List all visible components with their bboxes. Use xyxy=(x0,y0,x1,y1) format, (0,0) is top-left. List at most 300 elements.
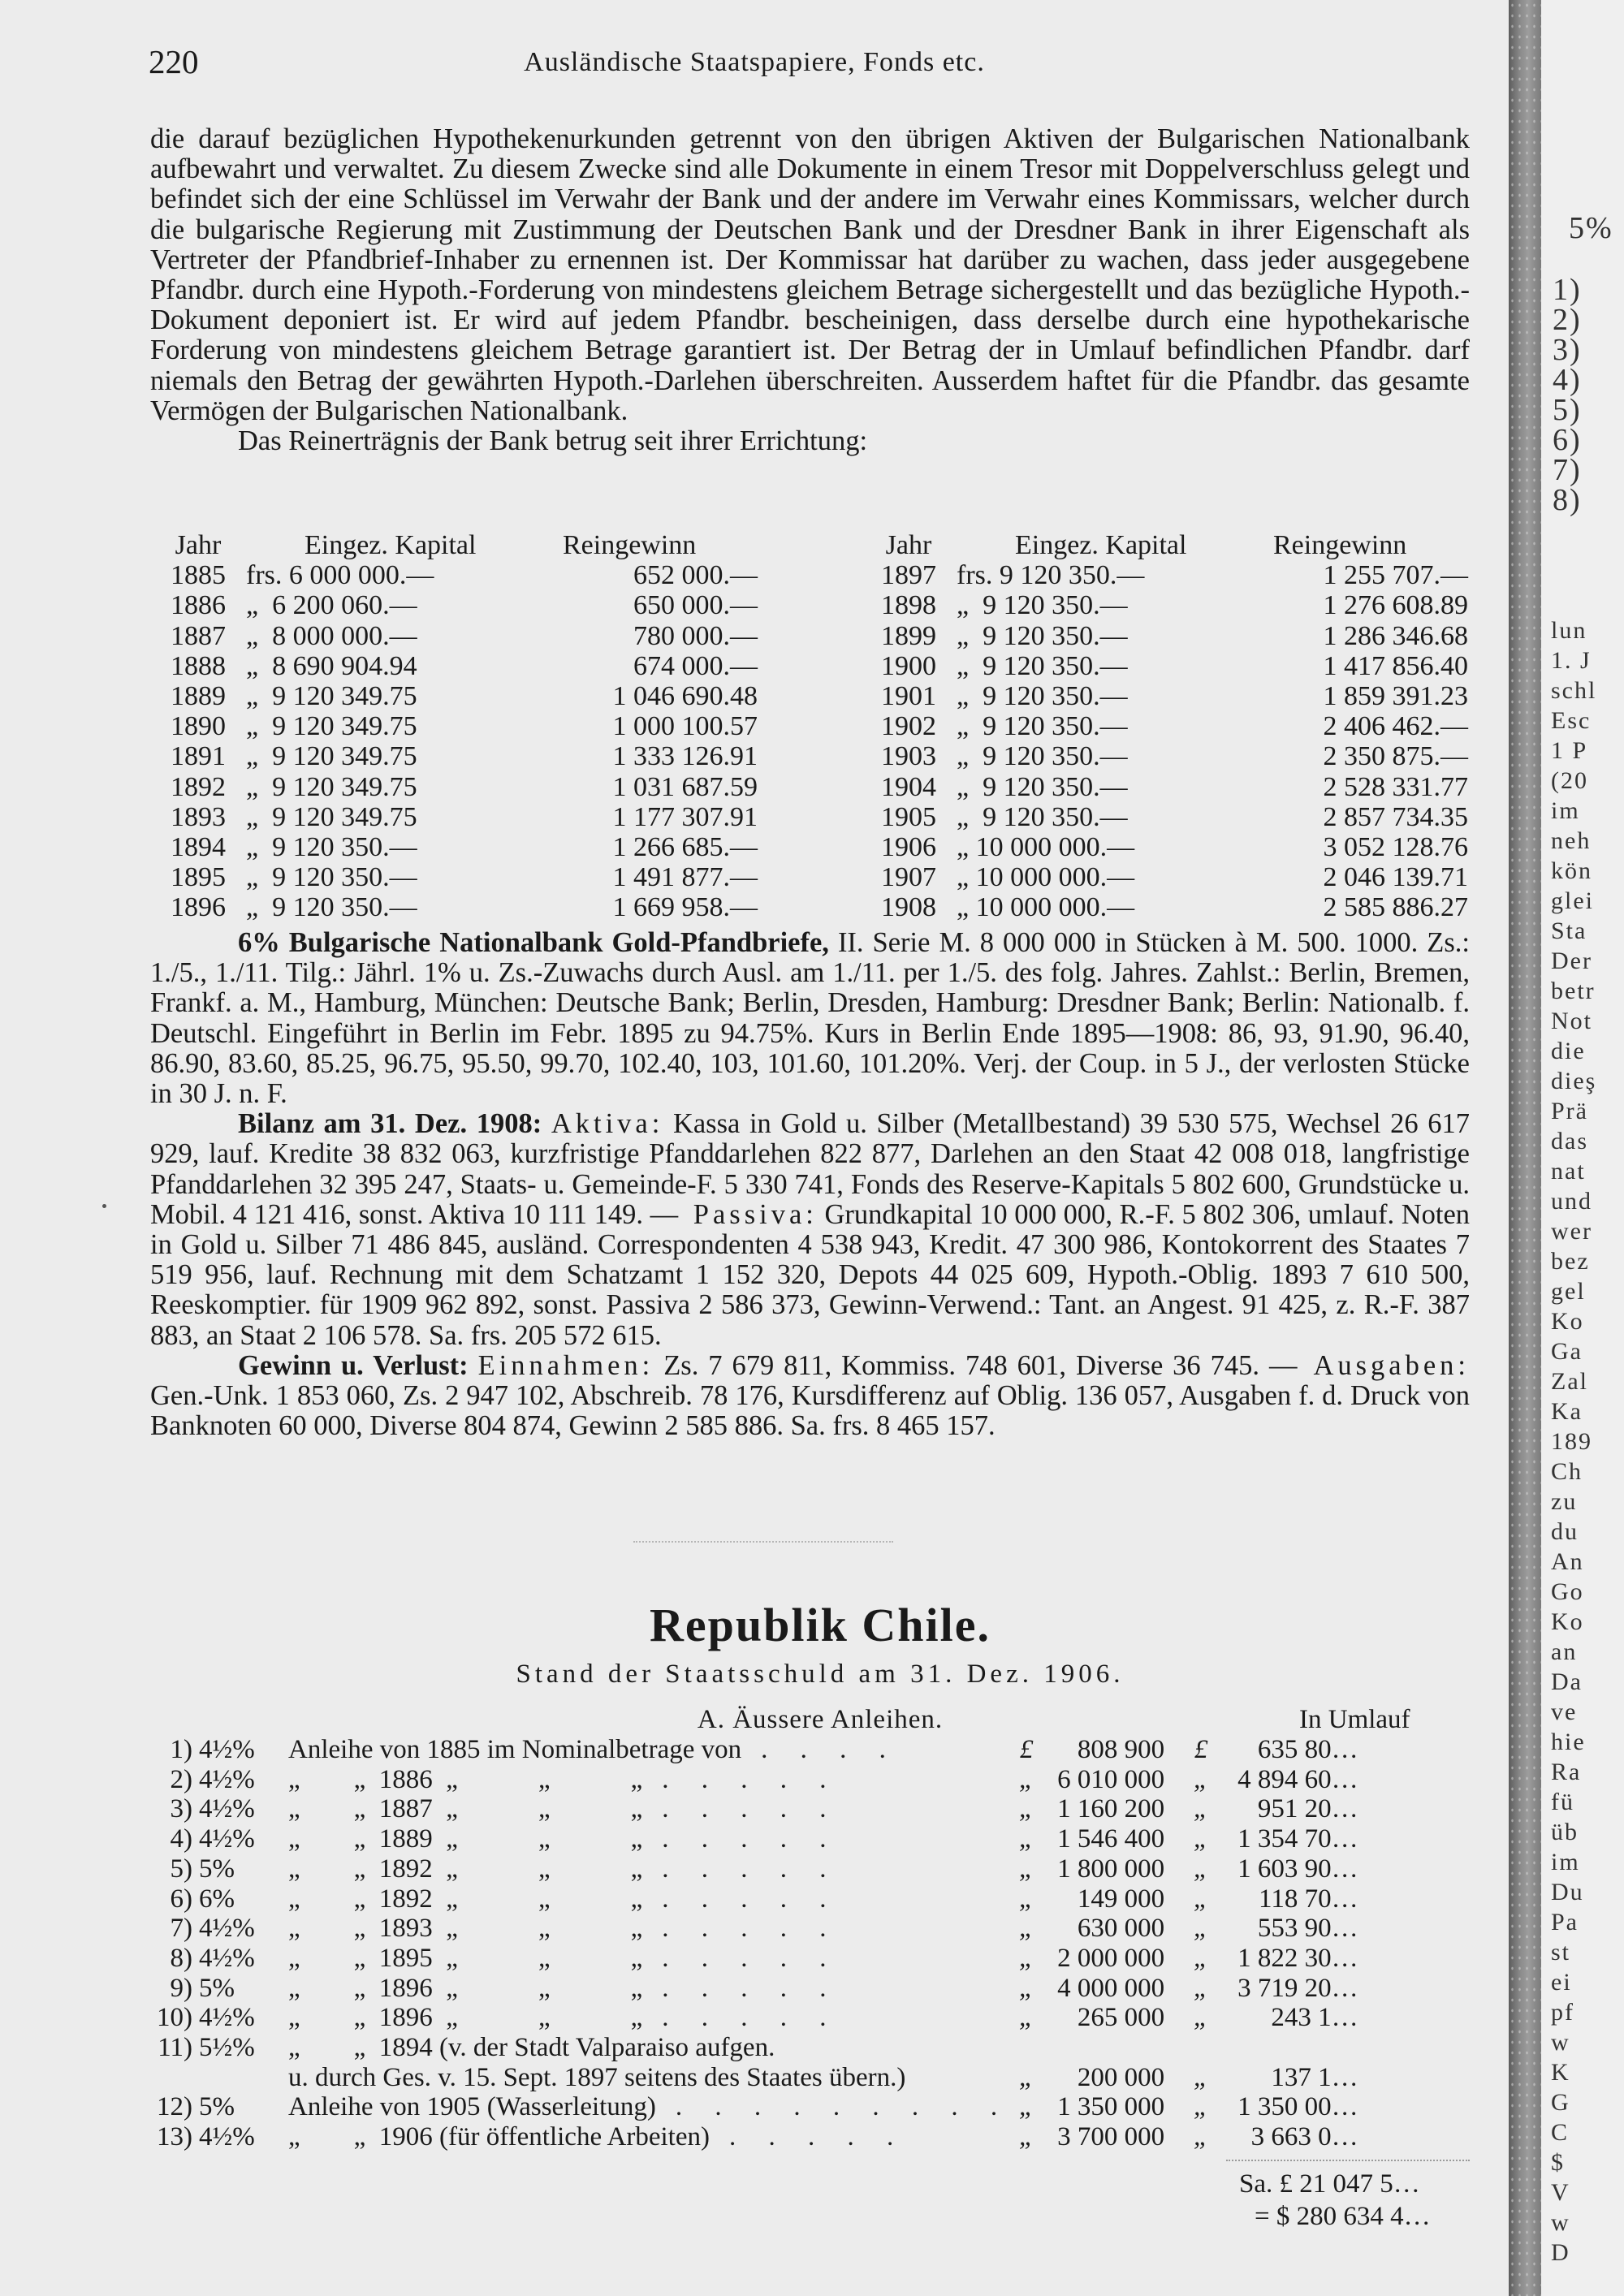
table-row xyxy=(150,651,758,681)
adjacent-number: 6) xyxy=(1553,423,1582,457)
currency-umlauf: „ xyxy=(1193,1854,1209,1884)
adjacent-fragment: w xyxy=(1551,2209,1570,2236)
adjacent-fragment: D xyxy=(1551,2239,1570,2266)
currency-umlauf: „ xyxy=(1193,2062,1209,2092)
leader-dots: . . . . . xyxy=(662,1824,840,1854)
table-row xyxy=(150,560,758,590)
loan-number: 6) xyxy=(170,1884,192,1914)
umlauf-amount: 118 70… xyxy=(1259,1884,1358,1914)
currency-nominal: „ xyxy=(1018,2003,1034,2033)
loan-rate: 4½% xyxy=(199,1794,255,1824)
nominal-amount: 1 546 400 xyxy=(1057,1824,1165,1854)
adjacent-fragment: fü xyxy=(1551,1789,1574,1815)
table-row xyxy=(861,621,1468,651)
pfandbriefe-text: II. Serie M. 8 000 000 in Stücken à M. 500. 1000. Zs.: 1./5., 1./11. Tilg.: Jährl. 1% u. Zs.-Zuwachs durch Ausl. am 1./11. per 1./5. des folg. Jahres. Zahlst.: Berlin, Bremen, Frankf. a. M., Hamburg, München: Deutsche Bank; Berlin, Dresden, Hamburg: Dresdner Bank; Berlin: Nationalb. f. Deutschl. Eingeführt in Berlin im Febr. 1895 zu 94.75%. Kurs in Berlin Ende 1895—1908: 86, 93, 91.90, 96.40, 86.90, 83.60, 85.25, 96.75, 95.50, 99.70, 102.40, 103, 101.60, 101.20%. Verj. der Coup. in 5 J., der verlosten Stücke in 30 J. n. F. xyxy=(150,927,1470,1110)
loan-number: 10) xyxy=(157,2003,192,2033)
adjacent-fragment: die xyxy=(1551,1038,1586,1064)
loan-description xyxy=(288,1914,1010,1944)
cell-year: 1901 xyxy=(881,681,936,712)
chile-loans-table xyxy=(150,1735,1358,2152)
loan-description-text: Anleihe von 1905 (Wasserleitung) xyxy=(288,2092,656,2122)
cell-year: 1905 xyxy=(881,801,936,832)
adjacent-fragment: Ko xyxy=(1551,1608,1584,1635)
adjacent-fragment: du xyxy=(1551,1518,1579,1545)
adjacent-fragment: (20 xyxy=(1551,767,1588,794)
einnahmen-label: Einnahmen: xyxy=(477,1349,654,1381)
umlauf-amount: 1 603 90… xyxy=(1237,1854,1358,1884)
loan-description xyxy=(288,1765,1010,1795)
nominal-amount: 6 010 000 xyxy=(1057,1764,1165,1794)
adjacent-fragment: G xyxy=(1551,2089,1570,2116)
leader-dots: . . . . . xyxy=(662,1794,840,1824)
loan-rate: 4½% xyxy=(199,1735,255,1764)
loan-number: 11) xyxy=(158,2033,192,2063)
table-row xyxy=(150,590,758,620)
adjacent-fragment: das xyxy=(1551,1128,1588,1154)
adjacent-fragment: An xyxy=(1551,1548,1584,1575)
umlauf-amount: 137 1… xyxy=(1271,2062,1358,2092)
leader-dots: . . . . . xyxy=(662,1884,840,1914)
currency-nominal: „ xyxy=(1018,1973,1034,2003)
loan-description xyxy=(288,1854,1010,1884)
einnahmen-text: Zs. 7 679 811, Kommiss. 748 601, Diverse 36 745. xyxy=(663,1349,1259,1381)
adjacent-number: 2) xyxy=(1553,303,1582,337)
loan-rate: 4½% xyxy=(199,1943,255,1973)
currency-nominal: „ xyxy=(1018,2092,1034,2122)
adjacent-fragment: glei xyxy=(1551,887,1594,914)
bilanz-title: Bilanz am 31. Dez. 1908: xyxy=(238,1108,542,1140)
currency-umlauf: £ xyxy=(1194,1735,1208,1764)
loan-row xyxy=(150,2122,1358,2152)
cell-profit: 652 000.— xyxy=(633,560,758,591)
cell-capital: frs. 9 120 350.— xyxy=(957,560,1145,591)
cell-profit: 1 669 958.— xyxy=(612,892,758,923)
running-title: Ausländische Staatspapiere, Fonds etc. xyxy=(524,47,985,77)
cell-year: 1887 xyxy=(171,620,226,651)
currency-nominal: „ xyxy=(1018,1914,1034,1944)
cell-profit: 674 000.— xyxy=(633,650,758,681)
umlauf-amount: 4 894 60… xyxy=(1237,1764,1358,1794)
loan-description-text: „ „ 1896 „ „ „ xyxy=(288,1973,643,2003)
pfandbriefe-title: 6% Bulgarische Nationalbank Gold-Pfandbriefe, xyxy=(238,927,829,958)
cell-profit: 2 857 734.35 xyxy=(1323,801,1468,832)
adjacent-number: 7) xyxy=(1553,453,1582,487)
umlauf-amount: 3 719 20… xyxy=(1237,1973,1358,2003)
currency-umlauf: „ xyxy=(1193,1943,1209,1973)
section-divider xyxy=(633,1541,893,1543)
nominal-amount: 3 700 000 xyxy=(1057,2122,1165,2152)
cell-capital: „ 9 120 349.75 xyxy=(246,711,417,742)
page-number: 220 xyxy=(149,43,199,80)
adjacent-fragment: $ xyxy=(1551,2149,1565,2176)
adjacent-fragment: im xyxy=(1551,797,1580,824)
umlauf-amount: 243 1… xyxy=(1271,2003,1358,2033)
cell-capital: „ 9 120 350.— xyxy=(246,892,417,923)
loan-number: 9) xyxy=(170,1973,192,2003)
cell-year: 1898 xyxy=(881,590,936,621)
sum-dollars: = $ 280 634 4… xyxy=(1255,2202,1431,2231)
col-reingewinn: Reingewinn xyxy=(1273,530,1407,560)
adjacent-fragment: nat xyxy=(1551,1158,1586,1185)
adjacent-fragment: gel xyxy=(1551,1278,1586,1305)
nominal-amount: 1 800 000 xyxy=(1057,1854,1165,1884)
cell-year: 1886 xyxy=(171,590,226,621)
cell-year: 1894 xyxy=(171,832,226,863)
table-row xyxy=(150,892,758,922)
cell-capital: „ 10 000 000.— xyxy=(957,832,1135,863)
cell-year: 1893 xyxy=(171,801,226,832)
cell-profit: 1 031 687.59 xyxy=(612,771,758,802)
currency-nominal: „ xyxy=(1018,1943,1034,1973)
loan-description-text: „ „ 1889 „ „ „ xyxy=(288,1824,643,1854)
loan-rate: 4½% xyxy=(199,1824,255,1854)
umlauf-amount: 635 80… xyxy=(1257,1735,1358,1764)
col-jahr: Jahr xyxy=(175,530,222,560)
cell-profit: 1 255 707.— xyxy=(1323,560,1468,591)
nominal-amount xyxy=(1043,2033,1164,2063)
adjacent-fragment: Du xyxy=(1551,1879,1584,1905)
loan-rate: 5½% xyxy=(199,2033,255,2063)
loan-description-text: „ „ 1892 „ „ „ xyxy=(288,1884,643,1914)
ausgaben-label: — Ausgaben: xyxy=(1268,1349,1471,1381)
umlauf-amount: 951 20… xyxy=(1257,1794,1358,1824)
loan-rate xyxy=(199,2063,288,2093)
cell-capital: „ 9 120 350.— xyxy=(957,650,1128,681)
adjacent-fragment: V xyxy=(1551,2179,1570,2206)
pfandbriefe-section xyxy=(150,928,1470,1441)
adjacent-fragment: st xyxy=(1551,1939,1571,1966)
loan-number: 4) xyxy=(170,1824,192,1854)
col-in-umlauf: In Umlauf xyxy=(1299,1705,1410,1734)
table-row xyxy=(861,651,1468,681)
loan-number: 13) xyxy=(157,2122,192,2152)
loan-description-text: Anleihe von 1885 im Nominalbetrage von xyxy=(288,1735,742,1764)
loan-number: 3) xyxy=(170,1794,192,1824)
cell-year: 1888 xyxy=(171,650,226,681)
adjacent-fragment: 1. J xyxy=(1551,647,1592,674)
table-header xyxy=(150,530,758,560)
intro-paragraph xyxy=(150,124,1470,456)
cell-capital: „ 9 120 350.— xyxy=(957,771,1128,802)
adjacent-fragment: zu xyxy=(1551,1488,1578,1515)
loan-number: 7) xyxy=(170,1914,192,1944)
cell-capital: „ 9 120 350.— xyxy=(957,801,1128,832)
cell-profit: 2 406 462.— xyxy=(1323,711,1468,742)
cell-capital: „ 9 120 349.75 xyxy=(246,681,417,712)
cell-profit: 3 052 128.76 xyxy=(1323,832,1468,863)
adjacent-fragment: Ch xyxy=(1551,1458,1583,1485)
cell-year: 1902 xyxy=(881,711,936,742)
umlauf-amount: 3 663 0… xyxy=(1250,2122,1358,2152)
currency-umlauf: „ xyxy=(1193,1914,1209,1944)
loan-rate: 6% xyxy=(199,1884,235,1914)
loan-rate: 4½% xyxy=(199,1764,255,1794)
table-row xyxy=(861,862,1468,892)
nominal-amount: 265 000 xyxy=(1077,2003,1165,2033)
cell-year: 1908 xyxy=(881,892,936,923)
cell-capital: „ 8 000 000.— xyxy=(246,620,417,651)
loan-rate: 4½% xyxy=(199,1914,255,1944)
currency-umlauf: „ xyxy=(1193,1794,1209,1824)
loan-description xyxy=(288,2003,1010,2033)
cell-profit: 1 491 877.— xyxy=(612,862,758,893)
loan-number: 2) xyxy=(170,1764,192,1794)
leader-dots: . . . . . xyxy=(662,2003,840,2033)
adjacent-fragment: K xyxy=(1551,2059,1570,2086)
cell-capital: „ 9 120 350.— xyxy=(957,590,1128,621)
cell-year: 1907 xyxy=(881,862,936,893)
cell-capital: „ 9 120 350.— xyxy=(957,620,1128,651)
adjacent-fragment: Esc xyxy=(1551,707,1592,734)
umlauf-amount: 1 350 00… xyxy=(1237,2092,1358,2122)
currency-nominal: „ xyxy=(1018,1794,1034,1824)
adjacent-fragment: hie xyxy=(1551,1728,1586,1755)
reinertrag-table-left xyxy=(150,530,758,923)
adjacent-fragment: Da xyxy=(1551,1668,1583,1695)
chile-subtitle: Stand der Staatsschuld am 31. Dez. 1906. xyxy=(516,1659,1125,1689)
cell-year: 1896 xyxy=(171,892,226,923)
leader-dots: . . . . . . . . . xyxy=(675,2092,1011,2122)
cell-capital: „ 9 120 349.75 xyxy=(246,771,417,802)
cell-year: 1906 xyxy=(881,832,936,863)
reinertrag-intro: Das Reinerträgnis der Bank betrug seit ihrer Errichtung: xyxy=(238,425,868,457)
adjacent-number: 3) xyxy=(1553,333,1582,367)
cell-capital: „ 10 000 000.— xyxy=(957,862,1135,893)
adjacent-fragment: w xyxy=(1551,2029,1570,2056)
loan-description xyxy=(288,2092,1010,2122)
adjacent-fragment: ei xyxy=(1551,1969,1572,1996)
adjacent-fragment: Der xyxy=(1551,947,1592,974)
currency-umlauf: „ xyxy=(1193,1824,1209,1854)
loan-row xyxy=(150,1974,1358,2004)
loan-description-text: „ „ 1887 „ „ „ xyxy=(288,1794,643,1824)
loan-description-text: „ „ 1886 „ „ „ xyxy=(288,1764,643,1794)
loan-row xyxy=(150,1794,1358,1824)
leader-dots: . . . . . xyxy=(662,1914,840,1944)
chile-section-heading: A. Äussere Anleihen. xyxy=(697,1705,944,1734)
cell-capital: „ 9 120 350.— xyxy=(246,832,417,863)
loan-description xyxy=(288,2033,1010,2063)
currency-umlauf: „ xyxy=(1193,1884,1209,1914)
umlauf-amount: 553 90… xyxy=(1257,1914,1358,1944)
table-row xyxy=(150,621,758,651)
loan-row xyxy=(150,2033,1358,2063)
adjacent-page-strip xyxy=(1541,0,1624,2296)
loan-description-text: u. durch Ges. v. 15. Sept. 1897 seitens des Staates übern.) xyxy=(288,2062,906,2092)
col-reingewinn: Reingewinn xyxy=(563,530,697,560)
loan-description xyxy=(288,1794,1010,1824)
adjacent-fragment: kön xyxy=(1551,857,1592,884)
loan-number: 8) xyxy=(170,1943,192,1973)
cell-year: 1885 xyxy=(171,560,226,591)
nominal-amount: 1 160 200 xyxy=(1057,1794,1165,1824)
cell-year: 1889 xyxy=(171,681,226,712)
book-gutter xyxy=(1509,0,1541,2296)
leader-dots: . . . . . xyxy=(662,1854,840,1884)
table-row xyxy=(150,832,758,862)
adjacent-number: 1) xyxy=(1553,273,1582,307)
adjacent-fragment: 189 xyxy=(1551,1428,1592,1455)
cell-capital: „ 6 200 060.— xyxy=(246,590,417,621)
cell-capital: „ 9 120 350.— xyxy=(246,862,417,893)
adjacent-fragment: 1 P xyxy=(1551,737,1588,764)
leader-dots: . . . . xyxy=(761,1735,899,1764)
cell-profit: 1 417 856.40 xyxy=(1323,650,1468,681)
table-row xyxy=(861,560,1468,590)
adjacent-fragment: und xyxy=(1551,1188,1592,1215)
cell-year: 1890 xyxy=(171,711,226,742)
adjacent-number: 5) xyxy=(1553,393,1582,427)
currency-umlauf: „ xyxy=(1193,1973,1209,2003)
cell-profit: 1 333 126.91 xyxy=(612,741,758,772)
loan-description-text: „ „ 1906 (für öffentliche Arbeiten) xyxy=(288,2122,710,2152)
gewinn-paragraph xyxy=(150,1351,1470,1442)
adjacent-fragment: Ka xyxy=(1551,1398,1583,1425)
cell-year: 1892 xyxy=(171,771,226,802)
adjacent-fragment: Ko xyxy=(1551,1308,1584,1335)
nominal-amount: 808 900 xyxy=(1077,1735,1165,1764)
loan-rate: 4½% xyxy=(199,2122,255,2152)
leader-dots: . . . . . xyxy=(662,1943,840,1973)
loan-number: 5) xyxy=(170,1854,192,1884)
adjacent-fragment: C xyxy=(1551,2119,1570,2146)
loan-row xyxy=(150,2063,1358,2093)
cell-year: 1904 xyxy=(881,771,936,802)
umlauf-amount: 1 354 70… xyxy=(1237,1824,1358,1854)
chile-title: Republik Chile. xyxy=(650,1599,991,1651)
aktiva-label: Aktiva: xyxy=(551,1108,664,1140)
cell-profit: 1 276 608.89 xyxy=(1323,590,1468,621)
adjacent-fragment: Go xyxy=(1551,1578,1584,1605)
loan-description xyxy=(288,2122,1010,2152)
adjacent-fragment: Ga xyxy=(1551,1338,1583,1365)
loan-row xyxy=(150,1824,1358,1854)
adjacent-fragment: betr xyxy=(1551,978,1596,1004)
adjacent-fragment: bez xyxy=(1551,1248,1590,1275)
table-row xyxy=(150,862,758,892)
gewinn-title: Gewinn u. Verlust: xyxy=(238,1349,469,1381)
sum-pounds: Sa. £ 21 047 5… xyxy=(1239,2169,1420,2199)
loan-number xyxy=(150,2063,199,2093)
cell-profit: 780 000.— xyxy=(633,620,758,651)
loan-description xyxy=(288,1944,1010,1974)
cell-profit: 2 046 139.71 xyxy=(1323,862,1468,893)
col-jahr: Jahr xyxy=(885,530,932,560)
leader-dots: . . . . . xyxy=(728,2122,907,2152)
loan-description-text: „ „ 1896 „ „ „ xyxy=(288,2003,643,2033)
adjacent-fragment: Sta xyxy=(1551,917,1587,944)
adjacent-fragment: wer xyxy=(1551,1218,1592,1245)
currency-nominal xyxy=(1010,2033,1043,2063)
adjacent-fragment: schl xyxy=(1551,677,1597,704)
cell-capital: „ 9 120 350.— xyxy=(957,711,1128,742)
nominal-amount: 630 000 xyxy=(1077,1914,1165,1944)
intro-text: die darauf bezüglichen Hypothekenurkunden getrennt von den übrigen Aktiven der Bulgarischen Nationalbank aufbewahrt und verwaltet. Zu diesem Zwecke sind alle Dokumente in einem Tresor mit Doppelverschluss gelegt und befindet sich der eine Schlüssel im Verwahr der Bank und der andere im Verwahr eines Kommissars, welcher durch die bulgarische Regierung mit Zustimmung der Deutschen Bank und der Dresdner Bank in ihrer Eigenschaft als Vertreter der Pfandbrief-Inhaber zu ernennen ist. Der Kommissar hat darüber zu wachen, dass jeder ausgegebene Pfandbr. durch eine Hypoth.-Forderung von mindestens gleichem Betrage sichergestellt und das bezügliche Hypoth.-Dokument deponiert ist. Er wird auf jedem Pfandbr. bescheinigen, dass derselbe durch eine hypothekarische Forderung von mindestens gleichem Betrage garantiert ist. Der Betrag der in Umlauf befindlichen Pfandbr. darf niemals den Betrag der gewährten Hypoth.-Darlehen überschreiten. Ausserdem haftet für die Pfandbr. das gesamte Vermögen der Bulgarischen Nationalbank. xyxy=(150,123,1470,426)
cell-year: 1900 xyxy=(881,650,936,681)
cell-year: 1903 xyxy=(881,741,936,772)
cell-year: 1897 xyxy=(881,560,936,591)
bilanz-paragraph xyxy=(150,1109,1470,1351)
adjacent-fragment: Prä xyxy=(1551,1098,1588,1124)
sum-rule xyxy=(1226,2160,1470,2161)
currency-nominal: „ xyxy=(1018,1824,1034,1854)
cell-capital: „ 9 120 349.75 xyxy=(246,801,417,832)
adjacent-fragment: Ra xyxy=(1551,1759,1582,1785)
cell-capital: „ 10 000 000.— xyxy=(957,892,1135,923)
table-row xyxy=(150,711,758,741)
cell-year: 1899 xyxy=(881,620,936,651)
currency-nominal: „ xyxy=(1018,2062,1034,2092)
nominal-amount: 149 000 xyxy=(1077,1884,1165,1914)
loan-row xyxy=(150,1854,1358,1884)
adjacent-fragment: lun xyxy=(1551,617,1587,644)
cell-capital: „ 9 120 349.75 xyxy=(246,741,417,772)
loan-description-text: „ „ 1894 (v. der Stadt Valparaiso aufgen. xyxy=(288,2033,775,2063)
loan-description xyxy=(288,1824,1010,1854)
cell-year: 1895 xyxy=(171,862,226,893)
passiva-text: Grundkapital 10 000 000, R.-F. 5 802 306, umlauf. Noten in Gold u. Silber 71 486 845, ausländ. Correspondenten 4 538 943, Kredit. 47 300 986, Kontokorrent des Staates 7 519 956, lauf. Rechnung mit dem Schatzamt 1 152 320, Depots 44 025 609, Hypoth.-Oblig. 1893 7 610 500, Reeskomptier. für 1909 962 892, sonst. Passiva 2 586 373, Gewinn-Verwend.: Tant. an Angest. 91 425, z. R.-F. 387 883, an Staat 2 106 578. Sa. frs. 205 572 615. xyxy=(150,1198,1471,1351)
aktiva-text: Kassa in Gold u. Silber (Metallbestand) 39 530 575, Wechsel 26 617 929, lauf. Kredite 38 832 063, kurzfristige Pfanddarlehen 822 877, Darlehen an den Staat 42 008 018, langfristige Pfanddarlehen 32 395 247, Staats- u. Gemeinde-F. 5 330 741, Fonds des Reserve-Kapitals 5 802 600, Grundstücke u. Mobil. 4 121 416, sonst. Aktiva 10 111 149. xyxy=(150,1108,1470,1230)
pfandbriefe-paragraph xyxy=(150,928,1470,1109)
currency-nominal: £ xyxy=(1019,1735,1034,1764)
table-row xyxy=(150,802,758,832)
cell-capital: „ 9 120 350.— xyxy=(957,741,1128,772)
table-row xyxy=(861,802,1468,832)
loan-row xyxy=(150,1765,1358,1795)
table-row xyxy=(861,590,1468,620)
adjacent-fragment: ve xyxy=(1551,1698,1578,1725)
adjacent-rate: 5% xyxy=(1569,211,1613,245)
currency-nominal: „ xyxy=(1018,1764,1034,1794)
adjacent-fragment: Pa xyxy=(1551,1909,1579,1936)
currency-nominal: „ xyxy=(1018,1884,1034,1914)
adjacent-fragment: Not xyxy=(1551,1008,1592,1034)
cell-profit: 650 000.— xyxy=(633,590,758,621)
col-kapital: Eingez. Kapital xyxy=(1015,530,1187,560)
cell-profit: 2 528 331.77 xyxy=(1323,771,1468,802)
reinertrag-table-right xyxy=(861,530,1468,923)
print-speck xyxy=(102,1204,106,1208)
umlauf-amount: 1 822 30… xyxy=(1237,1943,1358,1973)
adjacent-fragment: im xyxy=(1551,1849,1580,1875)
adjacent-number: 8) xyxy=(1553,483,1582,517)
cell-capital: „ 8 690 904.94 xyxy=(246,650,417,681)
loan-description-text: „ „ 1892 „ „ „ xyxy=(288,1854,643,1884)
table-header xyxy=(861,530,1468,560)
passiva-label: — Passiva: xyxy=(650,1198,818,1230)
cell-profit: 1 177 307.91 xyxy=(612,801,758,832)
cell-year: 1891 xyxy=(171,741,226,772)
table-row xyxy=(861,772,1468,802)
table-row xyxy=(861,681,1468,711)
loan-description xyxy=(288,1974,1010,2004)
currency-umlauf: „ xyxy=(1193,1764,1209,1794)
currency-nominal: „ xyxy=(1018,1854,1034,1884)
adjacent-fragment: üb xyxy=(1551,1819,1579,1845)
adjacent-number: 4) xyxy=(1553,363,1582,397)
currency-umlauf xyxy=(1164,2033,1237,2063)
loan-row xyxy=(150,2003,1358,2033)
adjacent-fragment: dieş xyxy=(1551,1068,1597,1094)
cell-profit: 2 350 875.— xyxy=(1323,741,1468,772)
ausgaben-text: Gen.-Unk. 1 853 060, Zs. 2 947 102, Abschreib. 78 176, Kursdifferenz auf Oblig. 136 057, Ausgaben f. d. Druck von Banknoten 60 000, Diverse 804 874, Gewinn 2 585 886. Sa. frs. 8 465 157. xyxy=(150,1380,1470,1442)
loan-rate: 5% xyxy=(199,1973,235,2003)
table-row xyxy=(150,772,758,802)
nominal-amount: 200 000 xyxy=(1077,2062,1165,2092)
currency-umlauf: „ xyxy=(1193,2092,1209,2122)
loan-description-text: „ „ 1895 „ „ „ xyxy=(288,1943,643,1973)
col-kapital: Eingez. Kapital xyxy=(304,530,477,560)
